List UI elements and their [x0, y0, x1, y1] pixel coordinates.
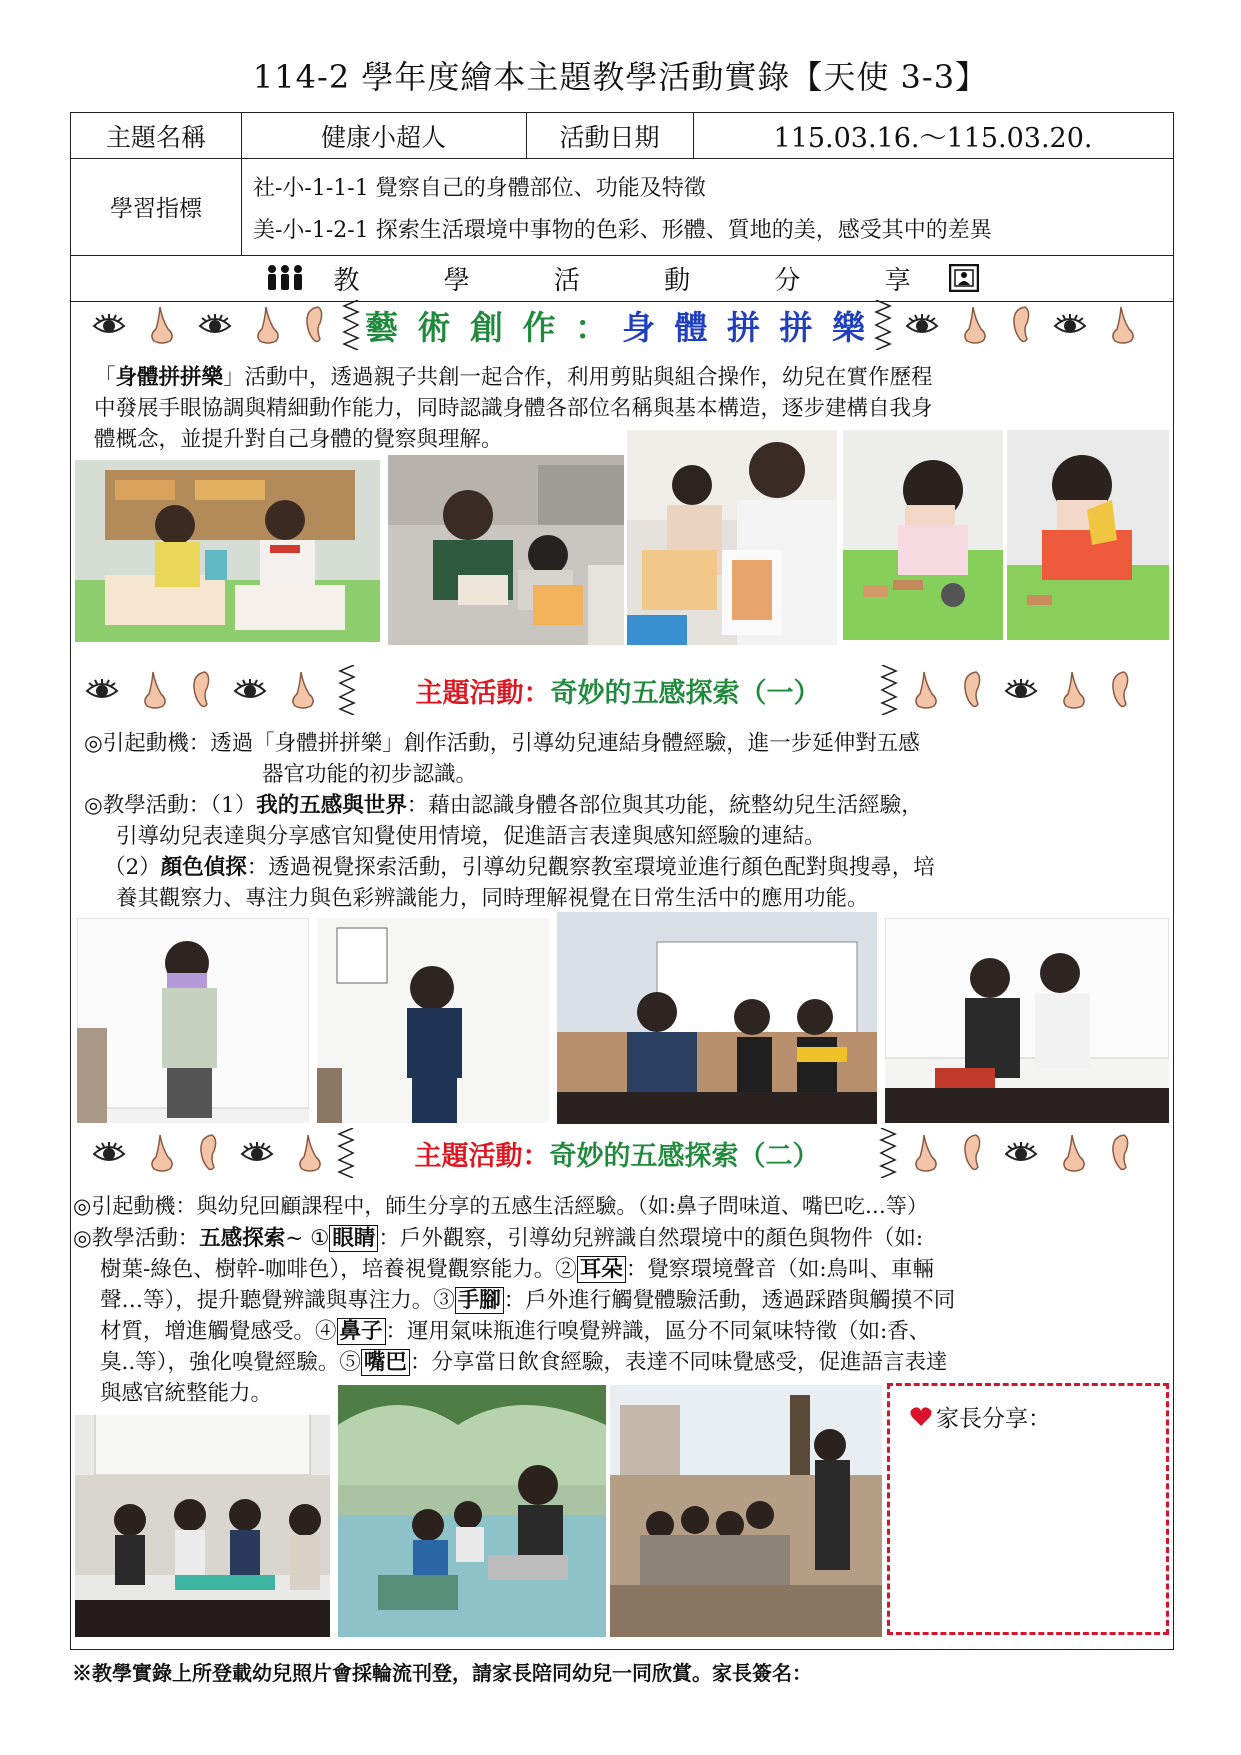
- page-title: 114-2 學年度繪本主題教學活動實錄【天使 3-3】: [252, 58, 989, 96]
- photo-outdoor-observation: [610, 1385, 882, 1637]
- section1-line-3: 體概念，並提升對自己身體的覺察與理解。: [94, 427, 503, 452]
- people-icon: [265, 264, 305, 292]
- section2-activity-3: （2）顏色偵探：透過視覺探索活動，引導幼兒觀察教室環境並進行顏色配對與搜尋，培: [104, 855, 935, 880]
- parent-share-box[interactable]: [887, 1383, 1169, 1635]
- eye-icon: [1053, 314, 1087, 336]
- banner-topic-title: 奇妙的五感探索（二）: [549, 1140, 820, 1172]
- section2-activity-4: 養其觀察力、專注力與色彩辨識能力，同時理解視覺在日常生活中的應用功能。: [116, 886, 869, 911]
- banner-five-senses-2: [337, 1128, 897, 1178]
- section2-motive-1: ◎引起動機：透過「身體拼拼樂」創作活動，引導幼兒連結身體經驗，進一步延伸對五感: [84, 731, 920, 756]
- section2-motive-2: 器官功能的初步認識。: [262, 762, 478, 787]
- banner-art-title: 身 體 拼 拼 樂: [622, 307, 869, 347]
- parent-share-label: 家長分享：: [936, 1406, 1051, 1432]
- photo-boy-whiteboard: [317, 918, 549, 1123]
- photo-girl-green-table: [843, 430, 1003, 640]
- banner-art-label: 藝 術 創 作 ：: [365, 307, 612, 347]
- section3-line-4: 材質，增進觸覺感受。④ 鼻子 ：運用氣味瓶進行嗅覺辨識，區分不同氣味特徵（如:香、: [100, 1319, 931, 1344]
- nose-icon: [148, 1133, 176, 1173]
- hand-foot-keyword: 手腳: [455, 1287, 504, 1314]
- photo-teacher-color-detective: [557, 912, 877, 1124]
- banner-art-creation: [342, 300, 892, 350]
- photo-girl-holding-cutout: [1007, 430, 1169, 640]
- section1-line-2: 中發展手眼協調與精細動作能力，同時認識身體各部位名稱與基本構造，逐步建構自我身: [94, 396, 933, 421]
- section3-line-6: 與感官統整能力。: [100, 1381, 273, 1406]
- eye-icon: [92, 1142, 126, 1164]
- photo-children-cutting: [75, 460, 380, 642]
- indicator-1: 社-小-1-1-1 覺察自己的身體部位、功能及特徵: [253, 176, 706, 201]
- eye-icon: [1004, 1142, 1038, 1164]
- eye-icon: [905, 314, 939, 336]
- ear-icon: [191, 670, 211, 710]
- banner-five-senses-1: [338, 665, 898, 715]
- photo-father-child-body-puzzle: [627, 430, 837, 645]
- ear-icon: [1110, 670, 1130, 710]
- section1-line-1: 「身體拼拼樂」活動中，透過親子共創一起合作，利用剪貼與組合操作，幼兒在實作歷程: [94, 365, 933, 390]
- nose-icon: [296, 1133, 324, 1173]
- parent-share-heading: [910, 1400, 1051, 1433]
- eye-icon: [85, 679, 119, 701]
- sense-icons-right-3: [912, 1133, 1130, 1173]
- theme-value: 健康小超人: [320, 122, 446, 152]
- nose-icon: [1060, 1133, 1088, 1173]
- date-label: 活動日期: [559, 122, 660, 152]
- nose-icon: [289, 670, 317, 710]
- banner-topic-label: 主題活動：: [414, 1140, 550, 1172]
- eye-icon: [233, 679, 267, 701]
- section3-line-1: ◎教學活動：五感探索~ ① 眼睛 ：戶外觀察，引導幼兒辨識自然環境中的顏色與物件（如:: [73, 1226, 924, 1251]
- theme-label: 主題名稱: [105, 122, 206, 152]
- share-heading: 教 學 活 動 分 享: [333, 265, 949, 296]
- footer-note: ※教學實錄上所登載幼兒照片會採輪流刊登，請家長陪同幼兒一同欣賞。家長簽名：: [72, 1661, 812, 1685]
- section2-activity-2: 引導幼兒表達與分享感官知覺使用情境，促進語言表達與感知經驗的連結。: [116, 824, 826, 849]
- nose-icon: [1109, 305, 1137, 345]
- framed-picture-icon: [949, 264, 979, 292]
- sense-icons-left-2: [85, 670, 317, 710]
- ear-keyword: 耳朵: [577, 1256, 626, 1283]
- eye-keyword: 眼睛: [329, 1225, 378, 1252]
- nose-icon: [1060, 670, 1088, 710]
- sense-icons-left-3: [92, 1133, 324, 1173]
- heart-icon: [910, 1407, 932, 1427]
- ear-icon: [962, 670, 982, 710]
- nose-icon: [912, 670, 940, 710]
- mouth-keyword: 嘴巴: [361, 1349, 410, 1376]
- eye-icon: [92, 314, 126, 336]
- date-value: 115.03.16.～115.03.20.: [773, 123, 1093, 154]
- section3-motive: ◎引起動機：與幼兒回顧課程中，師生分享的五感生活經驗。（如:鼻子問味道、嘴巴吃…等）: [73, 1194, 928, 1218]
- banner-topic-label: 主題活動：: [415, 677, 551, 709]
- indicator-label: 學習指標: [110, 196, 202, 222]
- ear-icon: [1011, 305, 1031, 345]
- indicator-2: 美-小-1-2-1 探索生活環境中事物的色彩、形體、質地的美，感受其中的差異: [253, 218, 992, 243]
- nose-keyword: 鼻子: [337, 1318, 386, 1345]
- sense-icons-left-1: [92, 305, 324, 345]
- eye-icon: [198, 314, 232, 336]
- ear-icon: [198, 1133, 218, 1173]
- nose-icon: [148, 305, 176, 345]
- section3-line-3: 聲…等），提升聽覺辨識與專注力。③ 手腳 ：戶外進行觸覺體驗活動，透過踩踏與觸摸不同: [100, 1288, 956, 1313]
- share-heading-row: [71, 255, 1173, 301]
- sense-icons-right-2: [912, 670, 1130, 710]
- ear-icon: [304, 305, 324, 345]
- nose-icon: [141, 670, 169, 710]
- nose-icon: [961, 305, 989, 345]
- section3-line-2: 樹葉-綠色、樹幹-咖啡色），培養視覺觀察能力。② 耳朵 ：覺察環境聲音（如:鳥叫、車輛: [100, 1257, 935, 1282]
- eye-icon: [240, 1142, 274, 1164]
- nose-icon: [912, 1133, 940, 1173]
- ear-icon: [1110, 1133, 1130, 1173]
- nose-icon: [254, 305, 282, 345]
- ear-icon: [962, 1133, 982, 1173]
- photo-boy-waving: [77, 918, 309, 1123]
- section2-activity-1: ◎教學活動：（1）我的五感與世界：藉由認識身體各部位與其功能，統整幼兒生活經驗，: [84, 793, 923, 818]
- photo-outdoor-touch-activity: [338, 1385, 606, 1637]
- photo-two-boys-presenting: [885, 918, 1169, 1123]
- photo-parent-child-home: [388, 455, 624, 645]
- section3-line-5: 臭..等），強化嗅覺經驗。⑤ 嘴巴 ：分享當日飲食經驗，表達不同味覺感受，促進語言表達: [100, 1350, 948, 1375]
- activity-name-bold: 身體拼拼樂: [115, 365, 224, 390]
- photo-children-smell-bottles: [75, 1415, 330, 1637]
- sense-icons-right-1: [905, 305, 1137, 345]
- banner-topic-title: 奇妙的五感探索（一）: [550, 677, 821, 709]
- eye-icon: [1004, 679, 1038, 701]
